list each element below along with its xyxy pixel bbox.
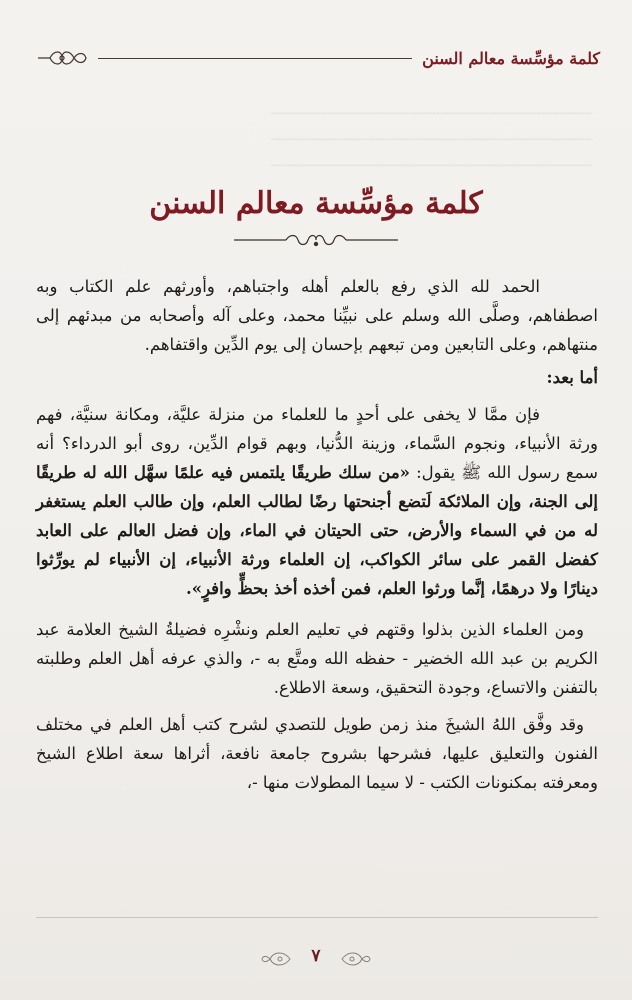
header-rule — [98, 58, 412, 59]
scroll-divider-icon — [234, 232, 398, 248]
footer-rule — [36, 917, 598, 918]
running-header-title: كلمة مؤسِّسة معالم السنن — [422, 48, 600, 68]
hadith-quote: «من سلك طريقًا يلتمس فيه علمًا سهَّل الله له طريقًا إلى الجنة، وإن الملائكة لَتضع أجنحتها رضًا لطالب العلم، وإن طالب العلم يستغفر له من في السماء والأرض، حتى الحيتان في الماء، وإن فضل العالم على العابد كفضل القمر على سائر الكواكب، إن العلماء ورثة الأنبياء، إن الأنبياء لم يورِّثوا دينارًا ولا درهمًا، إنَّما ورثوا العلم، فمن أخذه أخذ بحظٍّ وافرٍ». — [36, 463, 598, 598]
knot-ornament-icon — [36, 47, 88, 69]
paragraph-sheikh: ومن العلماء الذين بذلوا وقتهم في تعليم العلم ونشْرِه فضيلةُ الشيخ العلامة عبد الكريم بن عبد الله الخضير - حفظه الله ومتَّع به -، والذي عرفه أهل العلم وطلبته بالتفنن والاتساع، وجودة التحقيق، وسعة الاطلاع. — [36, 620, 598, 697]
page-number: ٧ — [311, 946, 321, 966]
paragraph-commentaries: وقد وفَّق اللهُ الشيخَ منذ زمن طويل للتصدي لشرح كتب أهل العلم في مختلف الفنون والتعليق عليها، فشرحها بشروح جامعة نافعة، أثراها سعة اطلاع الشيخ ومعرفته بمكنونات الكتب - لا سيما المطولات منها -، — [36, 715, 598, 792]
section-heading: أما بعد: — [546, 368, 598, 387]
page-body — [36, 272, 598, 797]
hadith-intro: فإن ممَّا لا يخفى على أحدٍ ما للعلماء من منزلة عليَّة، ومكانة سنيَّة، فهم ورثة الأنبياء، ونجوم السَّماء، وزينة الدُّنيا، وبهم قوام الدِّين، روى أبو الدرداء؟ أنه سمع رسول الله ﷺ يقول: — [36, 405, 598, 482]
paragraph-opening: الحمد لله الذي رفع بالعلم أهله واجتباهم، وأورثهم علم الكتاب وبه اصطفاهم، وصلَّى الله وسلم على نبيِّنا محمد، وعلى آله وأصحابه من مبدئهم إلى منتهاهم، وعلى التابعين ومن تبعهم بإحسان إلى يوم الدِّين واقتفاهم. — [36, 277, 598, 354]
running-header — [36, 44, 600, 72]
bleed-through-text: ـــــــــــــــــــــــــــــــــــــــــــــــــــــــــــــــــــــــــ ـــــــــــــــــــــــــــــــــــــــــــــــــــــــــــــــــــــــــ ـــــــــــــــــــــــــــــــــــــــــــــــــــــــــــــــــــــــــ — [271, 100, 592, 170]
chapter-title: كلمة مؤسِّسة معالم السنن — [149, 186, 483, 221]
paragraph-hadith — [36, 400, 598, 603]
floral-ornament-icon — [340, 948, 372, 970]
